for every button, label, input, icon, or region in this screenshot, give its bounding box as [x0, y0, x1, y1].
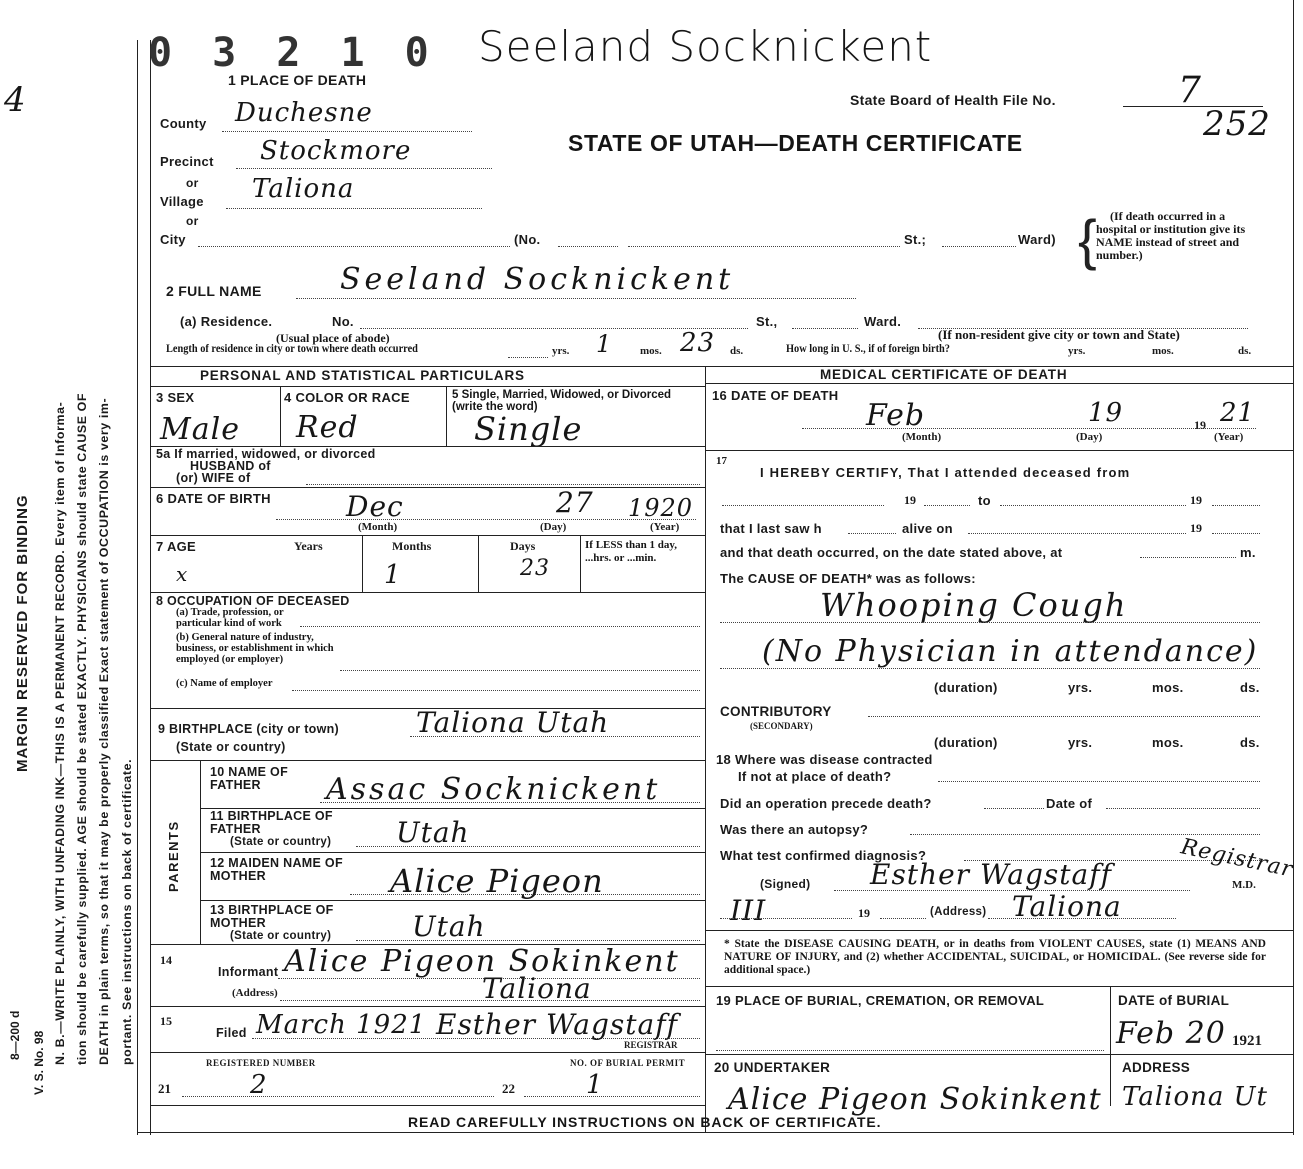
burial-permit-label: NO. OF BURIAL PERMIT	[570, 1058, 686, 1068]
contributory-yrs-label: yrs.	[1068, 735, 1093, 750]
father-name-label: 10 NAME OF FATHER	[210, 765, 289, 792]
non-resident-note: (If non-resident give city or town and State)	[938, 327, 1180, 342]
father-birthplace-sub: (State or country)	[230, 836, 332, 848]
medical-certificate-heading: MEDICAL CERTIFICATE OF DEATH	[820, 367, 1068, 382]
age-years-value: x	[176, 562, 189, 586]
village-label: Village	[160, 194, 204, 209]
dod-year-value: 21	[1220, 398, 1256, 428]
informant-address-value: Taliona	[482, 972, 592, 1005]
age-months-value: 1	[384, 560, 402, 590]
burial-place-label: 19 PLACE OF BURIAL, CREMATION, OR REMOVAL	[716, 993, 1045, 1008]
certify-statement: I HEREBY CERTIFY, That I attended deceased from	[760, 465, 1131, 480]
full-name-value: Seeland Socknickent	[340, 262, 735, 297]
occupation-label: 8 OCCUPATION OF DECEASED	[156, 594, 350, 608]
margin-instruction-line-4: portant. See instructions on back of certificate.	[120, 758, 134, 1065]
primary-ds-label: ds.	[1240, 680, 1260, 695]
or-label-2: or	[186, 214, 199, 228]
primary-mos-label: mos.	[1152, 680, 1184, 695]
file-no-label: State Board of Health File No.	[850, 92, 1056, 108]
mother-birthplace-value: Utah	[412, 910, 486, 943]
margin-instruction-line-3: DEATH in plain terms, so that it may be properly classified Exact statement of OCCUPATION is very im-	[97, 397, 111, 1065]
cause-of-death-label: The CAUSE OF DEATH* was as follows:	[720, 571, 976, 586]
county-label: County	[160, 116, 207, 131]
signed-label: (Signed)	[760, 877, 811, 891]
dob-month-value: Dec	[346, 490, 404, 523]
mother-name-label: 12 MAIDEN NAME OF MOTHER	[210, 856, 343, 883]
informant-address-label: (Address)	[232, 987, 278, 999]
cause-footnote: * State the DISEASE CAUSING DEATH, or in deaths from VIOLENT CAUSES, state (1) MEANS AND NATURE OF INJURY, and (2) whether ACCIDENTAL, SUICIDAL, or HOMICIDAL. (See reverse side for additional space.)	[724, 938, 1266, 976]
mother-birthplace-sub: (State or country)	[230, 930, 332, 942]
registrar-handwritten: Registrar	[1178, 834, 1296, 883]
signature-date-value: III	[730, 894, 767, 927]
city-no-label: (No.	[514, 232, 541, 247]
sex-value: Male	[160, 412, 240, 447]
full-name-label: 2 FULL NAME	[166, 283, 262, 299]
filed-number: 15	[160, 1014, 172, 1028]
city-st-label: St.;	[904, 232, 927, 247]
item-18-label: 18 Where was disease contracted	[716, 752, 933, 767]
residence-mos-label: mos.	[640, 345, 662, 357]
primary-duration-label: (duration)	[934, 680, 998, 695]
margin-binding-text: MARGIN RESERVED FOR BINDING	[14, 494, 31, 772]
informant-value: Alice Pigeon Sokinkent	[284, 944, 680, 979]
us-ds-label: ds.	[1238, 345, 1252, 357]
age-less-than-label: If LESS than 1 day, ...hrs. or ...min.	[585, 539, 678, 564]
signature-address-value: Taliona	[1012, 890, 1122, 923]
marital-status-value: Single	[474, 410, 583, 448]
alive-on-label: alive on	[902, 521, 953, 536]
dob-year-value: 1920	[628, 494, 694, 522]
undertaker-label: 20 UNDERTAKER	[714, 1060, 831, 1075]
how-long-in-us-label: How long in U. S., if of foreign birth?	[786, 343, 950, 355]
filed-label: Filed	[216, 1026, 247, 1040]
autopsy-label: Was there an autopsy?	[720, 822, 869, 837]
filed-date-value: March 1921	[256, 1010, 427, 1040]
date-of-birth-label: 6 DATE OF BIRTH	[156, 491, 271, 506]
color-race-value: Red	[296, 410, 359, 445]
cause-of-death-value: Whooping Cough	[820, 586, 1128, 624]
burial-address-value: Taliona Ut	[1122, 1082, 1268, 1112]
color-race-label: 4 COLOR OR RACE	[284, 390, 410, 405]
dob-year-caption: (Year)	[650, 521, 680, 533]
informant-label: Informant	[218, 965, 279, 979]
operation-label: Did an operation precede death?	[720, 796, 932, 811]
contributory-mos-label: mos.	[1152, 735, 1184, 750]
dod-month-value: Feb	[866, 398, 926, 433]
attended-to-label: to	[978, 493, 991, 508]
village-value: Taliona	[252, 174, 355, 204]
handwritten-header-name: Seeland Socknickent	[478, 22, 933, 71]
dob-day-value: 27	[556, 486, 594, 519]
md-label: M.D.	[1232, 879, 1256, 891]
age-days-label: Days	[510, 539, 536, 553]
or-label-1: or	[186, 176, 199, 190]
margin-instruction-line-1: N. B.—WRITE PLAINLY, WITH UNFADING INK—THIS IS A PERMANENT RECORD. Every item of Informa-	[53, 401, 67, 1065]
mother-birthplace-label: 13 BIRTHPLACE OF MOTHER	[210, 903, 334, 930]
place-of-death-heading: 1 PLACE OF DEATH	[228, 72, 367, 88]
personal-particulars-heading: PERSONAL AND STATISTICAL PARTICULARS	[200, 368, 525, 383]
date-of-burial-label: DATE of BURIAL	[1118, 993, 1230, 1008]
file-no-sub: 252	[1203, 104, 1271, 144]
marital-status-label: 5 Single, Married, Widowed, or Divorced (write the word)	[452, 389, 672, 413]
registered-number-value: 2	[250, 1070, 268, 1100]
contributory-duration-label: (duration)	[934, 735, 998, 750]
undertaker-value: Alice Pigeon Sokinkent	[728, 1082, 1102, 1117]
dob-month-caption: (Month)	[358, 521, 398, 533]
attended-from-19: 19	[904, 493, 916, 507]
dod-day-value: 19	[1088, 398, 1124, 428]
precinct-value: Stockmore	[260, 136, 412, 166]
age-days-value: 23	[520, 556, 550, 581]
precinct-label: Precinct	[160, 154, 214, 169]
residence-yrs-value: 1	[596, 330, 613, 358]
certificate-title: STATE OF UTAH—DEATH CERTIFICATE	[568, 130, 1023, 156]
date-of-death-label: 16 DATE OF DEATH	[712, 388, 839, 403]
spouse-label-1: 5a If married, widowed, or divorced	[156, 447, 376, 461]
date-of-burial-value: Feb 20	[1116, 1016, 1226, 1051]
dod-day-caption: (Day)	[1076, 431, 1103, 443]
residence-ward-label: Ward.	[864, 314, 902, 329]
father-birthplace-value: Utah	[396, 816, 470, 849]
signed-value: Esther Wagstaff	[870, 858, 1112, 891]
dod-year-prefix: 19	[1194, 418, 1206, 432]
residence-ds-label: ds.	[730, 345, 744, 357]
spouse-label-2: HUSBAND of	[190, 459, 271, 473]
last-saw-label: that I last saw h	[720, 521, 822, 536]
burial-address-label: ADDRESS	[1122, 1060, 1191, 1075]
us-mos-label: mos.	[1152, 345, 1174, 357]
margin-corner-mark: 4	[4, 80, 27, 120]
secondary-label: (SECONDARY)	[750, 721, 813, 731]
dob-day-caption: (Day)	[540, 521, 567, 533]
length-of-residence-label: Length of residence in city or town where death occurred	[166, 343, 418, 355]
city-ward-label: Ward)	[1018, 232, 1056, 247]
residence-yrs-label: yrs.	[552, 345, 570, 357]
burial-permit-value: 1	[586, 1070, 604, 1100]
diagnosis-test-label: What test confirmed diagnosis?	[720, 848, 927, 863]
death-occurred-label: and that death occurred, on the date stated above, at	[720, 545, 1063, 560]
margin-form-code: 8—200 d	[8, 1010, 22, 1060]
registered-number-prefix: 21	[158, 1081, 171, 1096]
birthplace-label: 9 BIRTHPLACE (city or town)	[158, 722, 340, 736]
primary-yrs-label: yrs.	[1068, 680, 1093, 695]
signature-address-label: (Address)	[930, 906, 987, 918]
operation-date-label: Date of	[1046, 796, 1093, 811]
hospital-note: (If death occurred in a hospital or institution give its NAME instead of street and number.)	[1096, 209, 1246, 262]
contributory-ds-label: ds.	[1240, 735, 1260, 750]
residence-st-label: St.,	[756, 314, 778, 329]
occupation-b-label: (b) General nature of industry, business, or establishment in which employed (or employer)	[176, 632, 334, 665]
county-value: Duchesne	[235, 98, 373, 128]
age-years-label: Years	[294, 539, 323, 553]
file-number-stamp: 0 3 2 1 0	[148, 30, 437, 76]
occupation-a-label: (a) Trade, profession, or particular kind of work	[176, 607, 284, 629]
margin-form-number: V. S. No. 98	[32, 1030, 46, 1095]
item-18-sub-label: If not at place of death?	[738, 769, 892, 784]
item-17-number: 17	[716, 455, 727, 467]
attended-to-19: 19	[1190, 493, 1202, 507]
footer-instructions: READ CAREFULLY INSTRUCTIONS ON BACK OF CERTIFICATE.	[408, 1114, 882, 1130]
dod-year-caption: (Year)	[1214, 431, 1244, 443]
margin-instruction-line-2: tion should be carefully supplied. AGE should be stated EXACTLY. PHYSICIANS should state CAUSE OF	[75, 392, 89, 1065]
city-label: City	[160, 232, 186, 247]
occupation-c-label: (c) Name of employer	[176, 678, 273, 689]
residence-mos-value: 23	[680, 328, 716, 358]
signature-19-label: 19	[858, 906, 870, 920]
age-months-label: Months	[392, 539, 432, 553]
cause-of-death-note: (No Physician in attendance)	[762, 634, 1259, 669]
residence-no-label: No.	[332, 314, 354, 329]
date-of-burial-year: 1921	[1232, 1033, 1262, 1049]
registrar-signature-value: Esther Wagstaff	[436, 1008, 678, 1041]
father-name-value: Assac Socknickent	[326, 772, 661, 807]
informant-number: 14	[160, 953, 172, 967]
registrar-label: REGISTRAR	[624, 1040, 678, 1050]
registered-number-label: REGISTERED NUMBER	[206, 1058, 316, 1068]
usual-place-caption: (Usual place of abode)	[276, 331, 390, 345]
residence-label: (a) Residence.	[180, 314, 273, 329]
alive-on-19: 19	[1190, 521, 1202, 535]
parents-label: PARENTS	[166, 820, 181, 892]
contributory-label: CONTRIBUTORY	[720, 704, 832, 719]
file-no-value: 7	[1178, 70, 1202, 111]
father-birthplace-label: 11 BIRTHPLACE OF FATHER	[210, 809, 333, 836]
us-yrs-label: yrs.	[1068, 345, 1086, 357]
birthplace-sub-label: (State or country)	[176, 740, 286, 754]
burial-permit-prefix: 22	[502, 1081, 515, 1096]
birthplace-value: Taliona Utah	[416, 706, 610, 739]
mother-name-value: Alice Pigeon	[390, 862, 604, 900]
age-label: 7 AGE	[156, 539, 197, 554]
death-time-m-label: m.	[1240, 545, 1256, 560]
sex-label: 3 SEX	[156, 390, 195, 405]
spouse-label-3: (or) WIFE of	[176, 471, 251, 485]
dod-month-caption: (Month)	[902, 431, 942, 443]
